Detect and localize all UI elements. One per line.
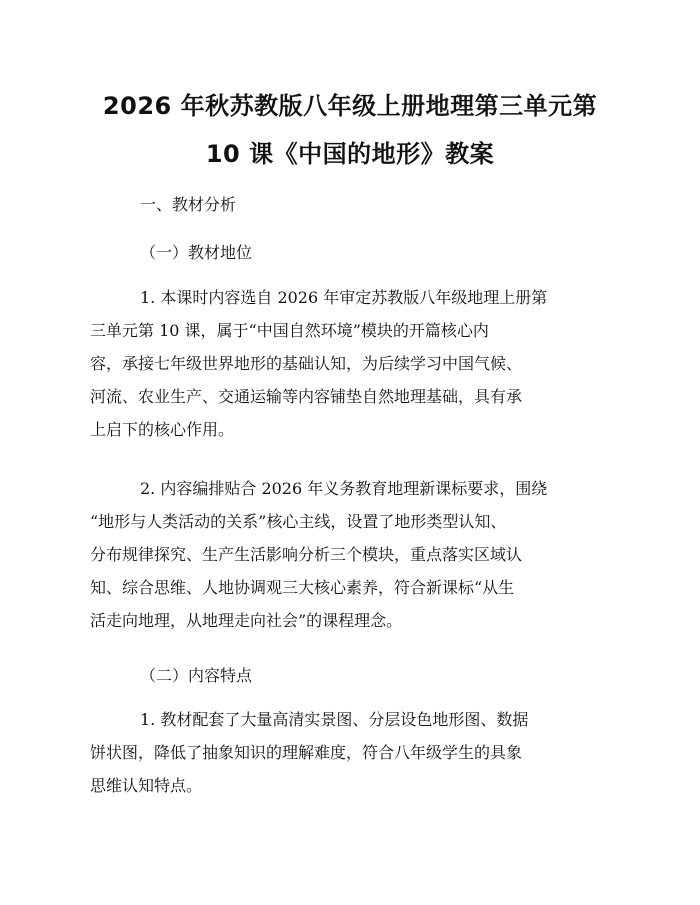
document-title-line-2: 10 课《中国的地形》教案 bbox=[205, 140, 495, 168]
paragraph-line: 1. 教材配套了大量高清实景图、分层设色地形图、数据 bbox=[140, 710, 529, 729]
paragraph-line: 分布规律探究、生产生活影响分析三个模块，重点落实区域认 bbox=[90, 545, 523, 564]
paragraph-line: 知、综合思维、人地协调观三大核心素养，符合新课标“从生 bbox=[90, 578, 515, 597]
paragraph-line: 三单元第 10 课，属于“中国自然环境”模块的开篇核心内 bbox=[90, 321, 489, 340]
paragraph-line: 容，承接七年级世界地形的基础认知，为后续学习中国气候、 bbox=[90, 354, 523, 373]
document-title-line-1: 2026 年秋苏教版八年级上册地理第三单元第 bbox=[102, 92, 598, 120]
paragraph-1 bbox=[90, 281, 610, 446]
subsection-heading-content-features: （二）内容特点 bbox=[140, 666, 253, 685]
paragraph-line: 上启下的核心作用。 bbox=[90, 420, 235, 439]
paragraph-line: 2. 内容编排贴合 2026 年义务教育地理新课标要求，围绕 bbox=[140, 479, 548, 498]
subsection-heading-textbook-position: （一）教材地位 bbox=[140, 243, 253, 262]
paragraph-3 bbox=[90, 703, 610, 802]
paragraph-2 bbox=[90, 472, 610, 637]
section-heading-textbook-analysis: 一、教材分析 bbox=[140, 195, 237, 214]
paragraph-line: 河流、农业生产、交通运输等内容铺垫自然地理基础，具有承 bbox=[90, 387, 523, 406]
paragraph-line: “地形与人类活动的关系”核心主线，设置了地形类型认知、 bbox=[90, 512, 507, 531]
paragraph-line: 思维认知特点。 bbox=[90, 776, 203, 795]
paragraph-line: 1. 本课时内容选自 2026 年审定苏教版八年级地理上册第 bbox=[140, 288, 548, 307]
paragraph-line: 饼状图，降低了抽象知识的理解难度，符合八年级学生的具象 bbox=[90, 743, 523, 762]
paragraph-line: 活走向地理，从地理走向社会”的课程理念。 bbox=[90, 611, 403, 630]
